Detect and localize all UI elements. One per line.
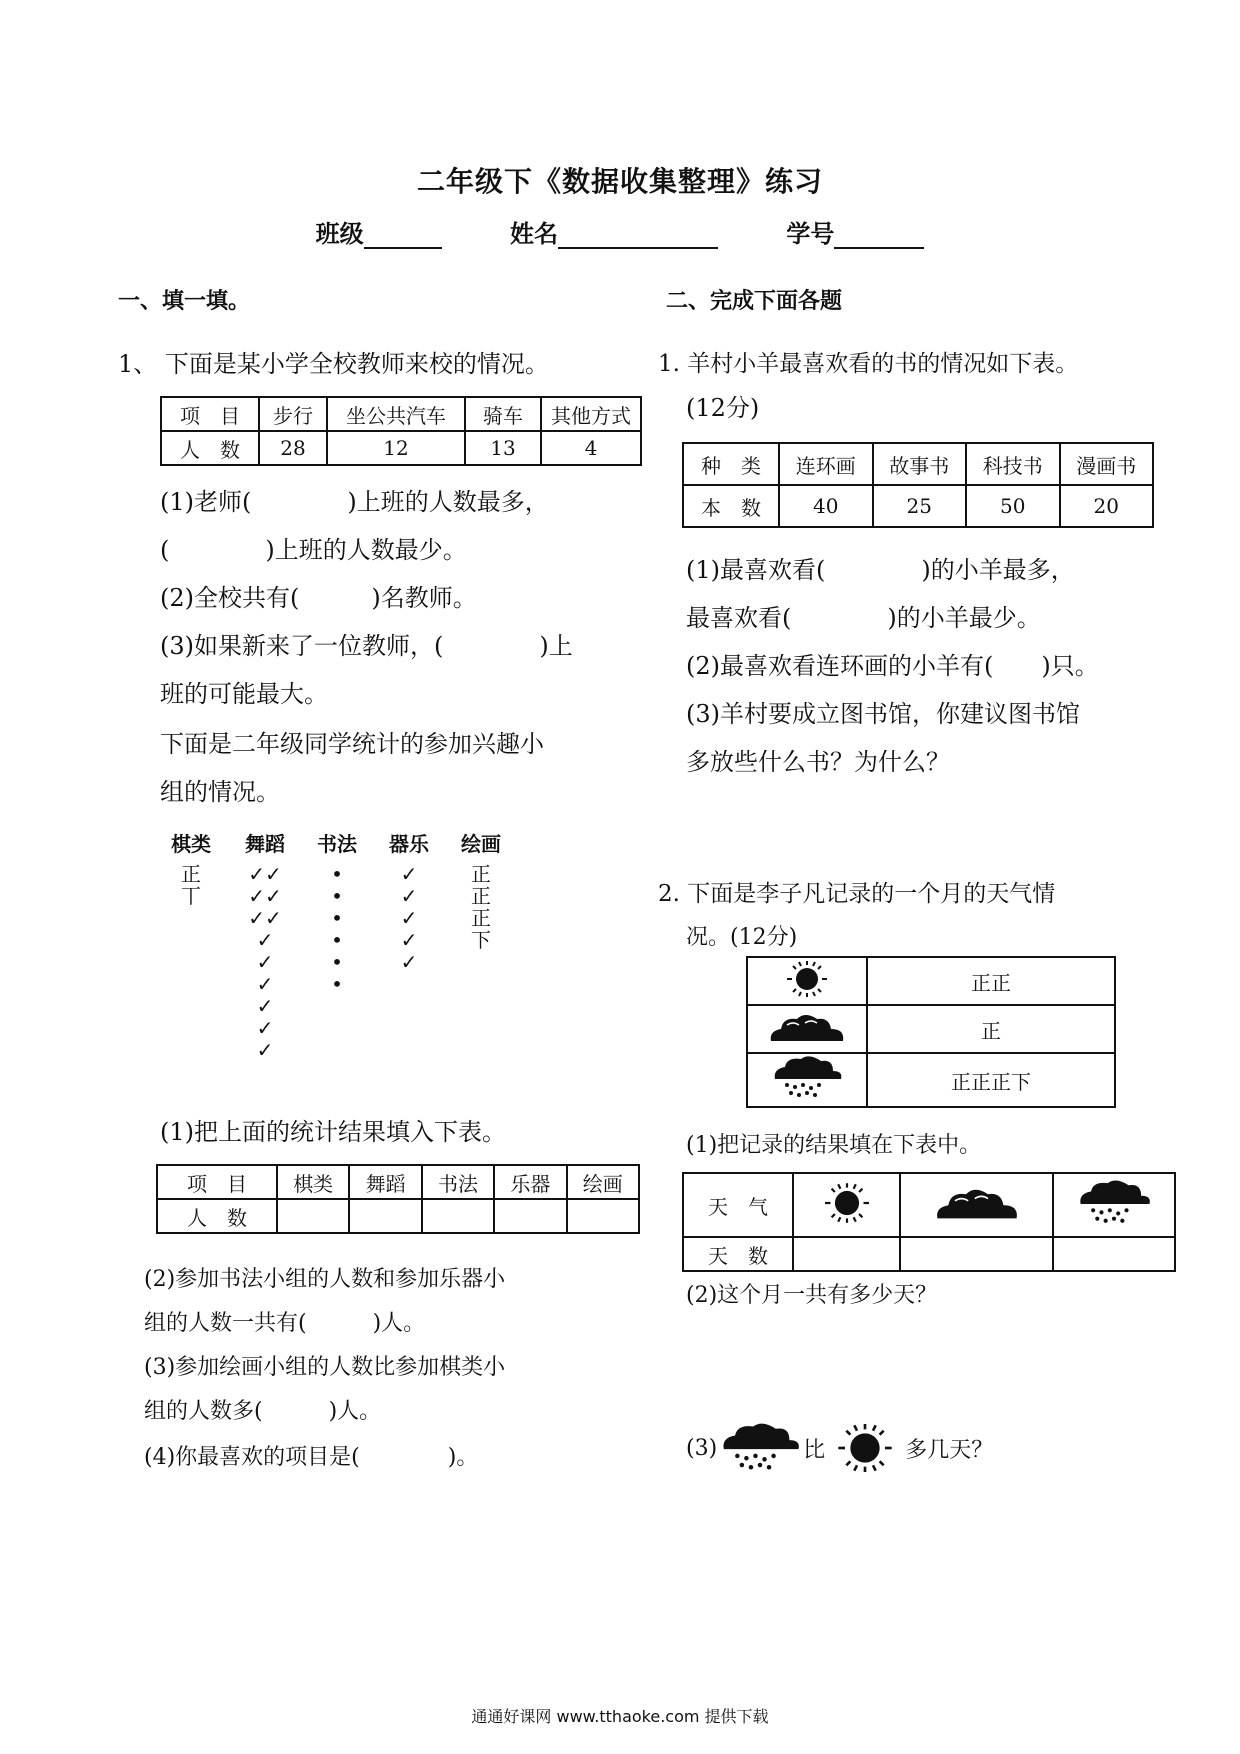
tally-mark: • [331,950,343,974]
interest-group-table [156,1164,640,1234]
table-cell: 连环画 [779,443,873,485]
left-q2-s2a: (2)参加书法小组的人数和参加乐器小 [144,1267,506,1292]
table-cell: 步行 [259,397,327,431]
tally-mark: ✓ [400,906,418,930]
weather-icon-cell [747,1053,867,1107]
section-one-heading: 一、填一填。 [118,288,251,314]
name-field[interactable] [558,223,718,249]
sun-icon [825,1418,905,1478]
right-q2-intro-b: 况。(12分) [686,925,798,950]
tally-head: 棋类 [171,832,211,856]
right-q2-s3 [686,1418,993,1478]
answer-cell[interactable] [349,1199,421,1233]
tally-mark: 正 [181,862,201,886]
table-cell: 28 [259,431,327,465]
table-cell: 书法 [422,1165,494,1199]
weather-icon-cell [747,1005,867,1053]
left-q1-intro: 1、 下面是某小学全校教师来校的情况。 [118,350,549,378]
right-q1-s1a: (1)最喜欢看( )的小羊最多， [686,556,1075,584]
weather-icon-cell [793,1173,900,1237]
tally-mark: ✓✓ [248,884,282,908]
answer-cell[interactable] [567,1199,639,1233]
tally-head: 舞蹈 [245,832,285,856]
tally-mark: ✓ [256,1016,274,1040]
table-cell: 20 [1060,485,1154,527]
left-q2-s3a: (3)参加绘画小组的人数比参加棋类小 [144,1355,506,1380]
right-q2-s2: (2)这个月一共有多少天？ [686,1283,938,1308]
left-q1-s1b: ( )上班的人数最少。 [160,536,467,564]
class-label: 班级 [315,219,364,248]
table-cell: 人 数 [161,431,259,465]
table-cell: 人 数 [157,1199,277,1233]
s3-suffix: 多几天？ [905,1437,994,1463]
tally-head: 书法 [317,832,357,856]
table-cell: 项 目 [157,1165,277,1199]
weather-icon-cell [900,1173,1052,1237]
table-cell: 漫画书 [1060,443,1154,485]
table-cell: 25 [873,485,967,527]
tally-mark: ✓ [256,972,274,996]
table-cell: 40 [779,485,873,527]
right-q1-intro-b: (12分) [686,394,760,422]
weather-record-table [746,956,1116,1108]
sun-icon [812,1181,882,1225]
class-field[interactable] [364,223,442,249]
right-q1-s2: (2)最喜欢看连环画的小羊有( )只。 [686,652,1099,680]
commute-table [160,396,642,466]
right-q1-intro-a: 1. 羊村小羊最喜欢看的书的情况如下表。 [658,351,1079,377]
tally-cell: 正正正下 [867,1053,1115,1107]
rain-cloud-icon [1074,1179,1154,1227]
tally-mark: ✓ [256,1038,274,1062]
left-q2-s1: (1)把上面的统计结果填入下表。 [160,1118,506,1146]
rain-cloud-icon [769,1055,845,1101]
tally-mark: ✓ [256,994,274,1018]
right-q1-s3a: (3)羊村要成立图书馆，你建议图书馆 [686,700,1080,728]
tally-mark: 正 [471,884,491,908]
footer-credit: 通通好课网 www.tthaoke.com 提供下载 [471,1707,769,1726]
right-q2-intro-a: 2. 下面是李子凡记录的一个月的天气情 [658,881,1056,907]
table-cell: 本 数 [683,485,779,527]
table-cell: 天 数 [683,1237,793,1271]
answer-cell[interactable] [277,1199,349,1233]
section-two-heading: 二、完成下面各题 [666,288,843,314]
tally-chess [166,828,216,907]
sun-icon [772,959,842,999]
tally-mark: 丅 [181,884,201,908]
table-cell: 坐公共汽车 [327,397,465,431]
student-id-label: 学号 [786,219,835,248]
table-cell: 12 [327,431,465,465]
tally-calligraphy [312,828,362,995]
right-q1-s1b: 最喜欢看( )的小羊最少。 [686,604,1041,632]
tally-mark: ✓ [400,884,418,908]
table-cell: 乐器 [494,1165,566,1199]
left-q1-s3a: (3)如果新来了一位教师，( )上 [160,632,573,660]
table-cell: 舞蹈 [349,1165,421,1199]
table-cell: 4 [541,431,641,465]
tally-cell: 正正 [867,957,1115,1005]
left-q2-s4: (4)你最喜欢的项目是( )。 [144,1445,479,1470]
tally-cell: 正 [867,1005,1115,1053]
table-cell: 项 目 [161,397,259,431]
answer-cell[interactable] [1053,1237,1175,1271]
left-q1-s2: (2)全校共有( )名教师。 [160,584,477,612]
tally-mark: 正 [471,906,491,930]
tally-mark: 正 [471,862,491,886]
tally-mark: ✓✓ [248,862,282,886]
table-cell: 骑车 [465,397,541,431]
tally-mark: ✓ [400,928,418,952]
student-id-field[interactable] [834,223,924,249]
rain-cloud-icon [717,1420,803,1476]
tally-mark: • [331,906,343,930]
tally-mark: • [331,972,343,996]
table-cell: 棋类 [277,1165,349,1199]
tally-head: 绘画 [461,832,501,856]
table-cell: 故事书 [873,443,967,485]
right-q1-s3b: 多放些什么书？为什么？ [686,748,950,776]
cloud-icon [927,1181,1027,1225]
table-cell: 其他方式 [541,397,641,431]
tally-mark: 下 [471,928,491,952]
page-title: 二年级下《数据收集整理》练习 [416,165,823,198]
tally-mark: ✓ [400,862,418,886]
s3-compare-word: 比 [803,1437,826,1463]
tally-mark: • [331,928,343,952]
table-cell: 绘画 [567,1165,639,1199]
left-q2-s2b: 组的人数一共有( )人。 [144,1311,426,1336]
left-q2-intro-a: 下面是二年级同学统计的参加兴趣小 [160,730,544,758]
tally-mark: ✓ [400,950,418,974]
right-q2-s1: (1)把记录的结果填在下表中。 [686,1133,982,1158]
tally-mark: ✓✓ [248,906,282,930]
tally-dance [240,828,290,1061]
tally-mark: ✓ [256,928,274,952]
s3-prefix: (3) [686,1435,718,1461]
tally-painting [456,828,506,951]
tally-mark: • [331,884,343,908]
left-q1-s1a: (1)老师( )上班的人数最多， [160,488,549,516]
table-cell: 种 类 [683,443,779,485]
answer-cell[interactable] [422,1199,494,1233]
tally-head: 器乐 [389,832,429,856]
table-cell: 天 气 [683,1173,793,1237]
left-q2-s3b: 组的人数多( )人。 [144,1399,382,1424]
table-cell: 50 [966,485,1060,527]
table-cell: 13 [465,431,541,465]
tally-instrument [384,828,434,973]
weather-icon-cell [747,957,867,1005]
table-cell: 科技书 [966,443,1060,485]
student-info-fields [0,214,1240,249]
answer-cell[interactable] [494,1199,566,1233]
book-table [682,442,1154,528]
tally-mark: ✓ [256,950,274,974]
answer-cell[interactable] [793,1237,900,1271]
left-q2-intro-b: 组的情况。 [160,778,280,806]
tally-mark: • [331,862,343,886]
answer-cell[interactable] [900,1237,1052,1271]
weather-icon-cell [1053,1173,1175,1237]
name-label: 姓名 [510,219,558,248]
weather-count-table [682,1172,1176,1272]
left-q1-s3b: 班的可能最大。 [160,680,328,708]
cloud-icon [759,1007,855,1047]
